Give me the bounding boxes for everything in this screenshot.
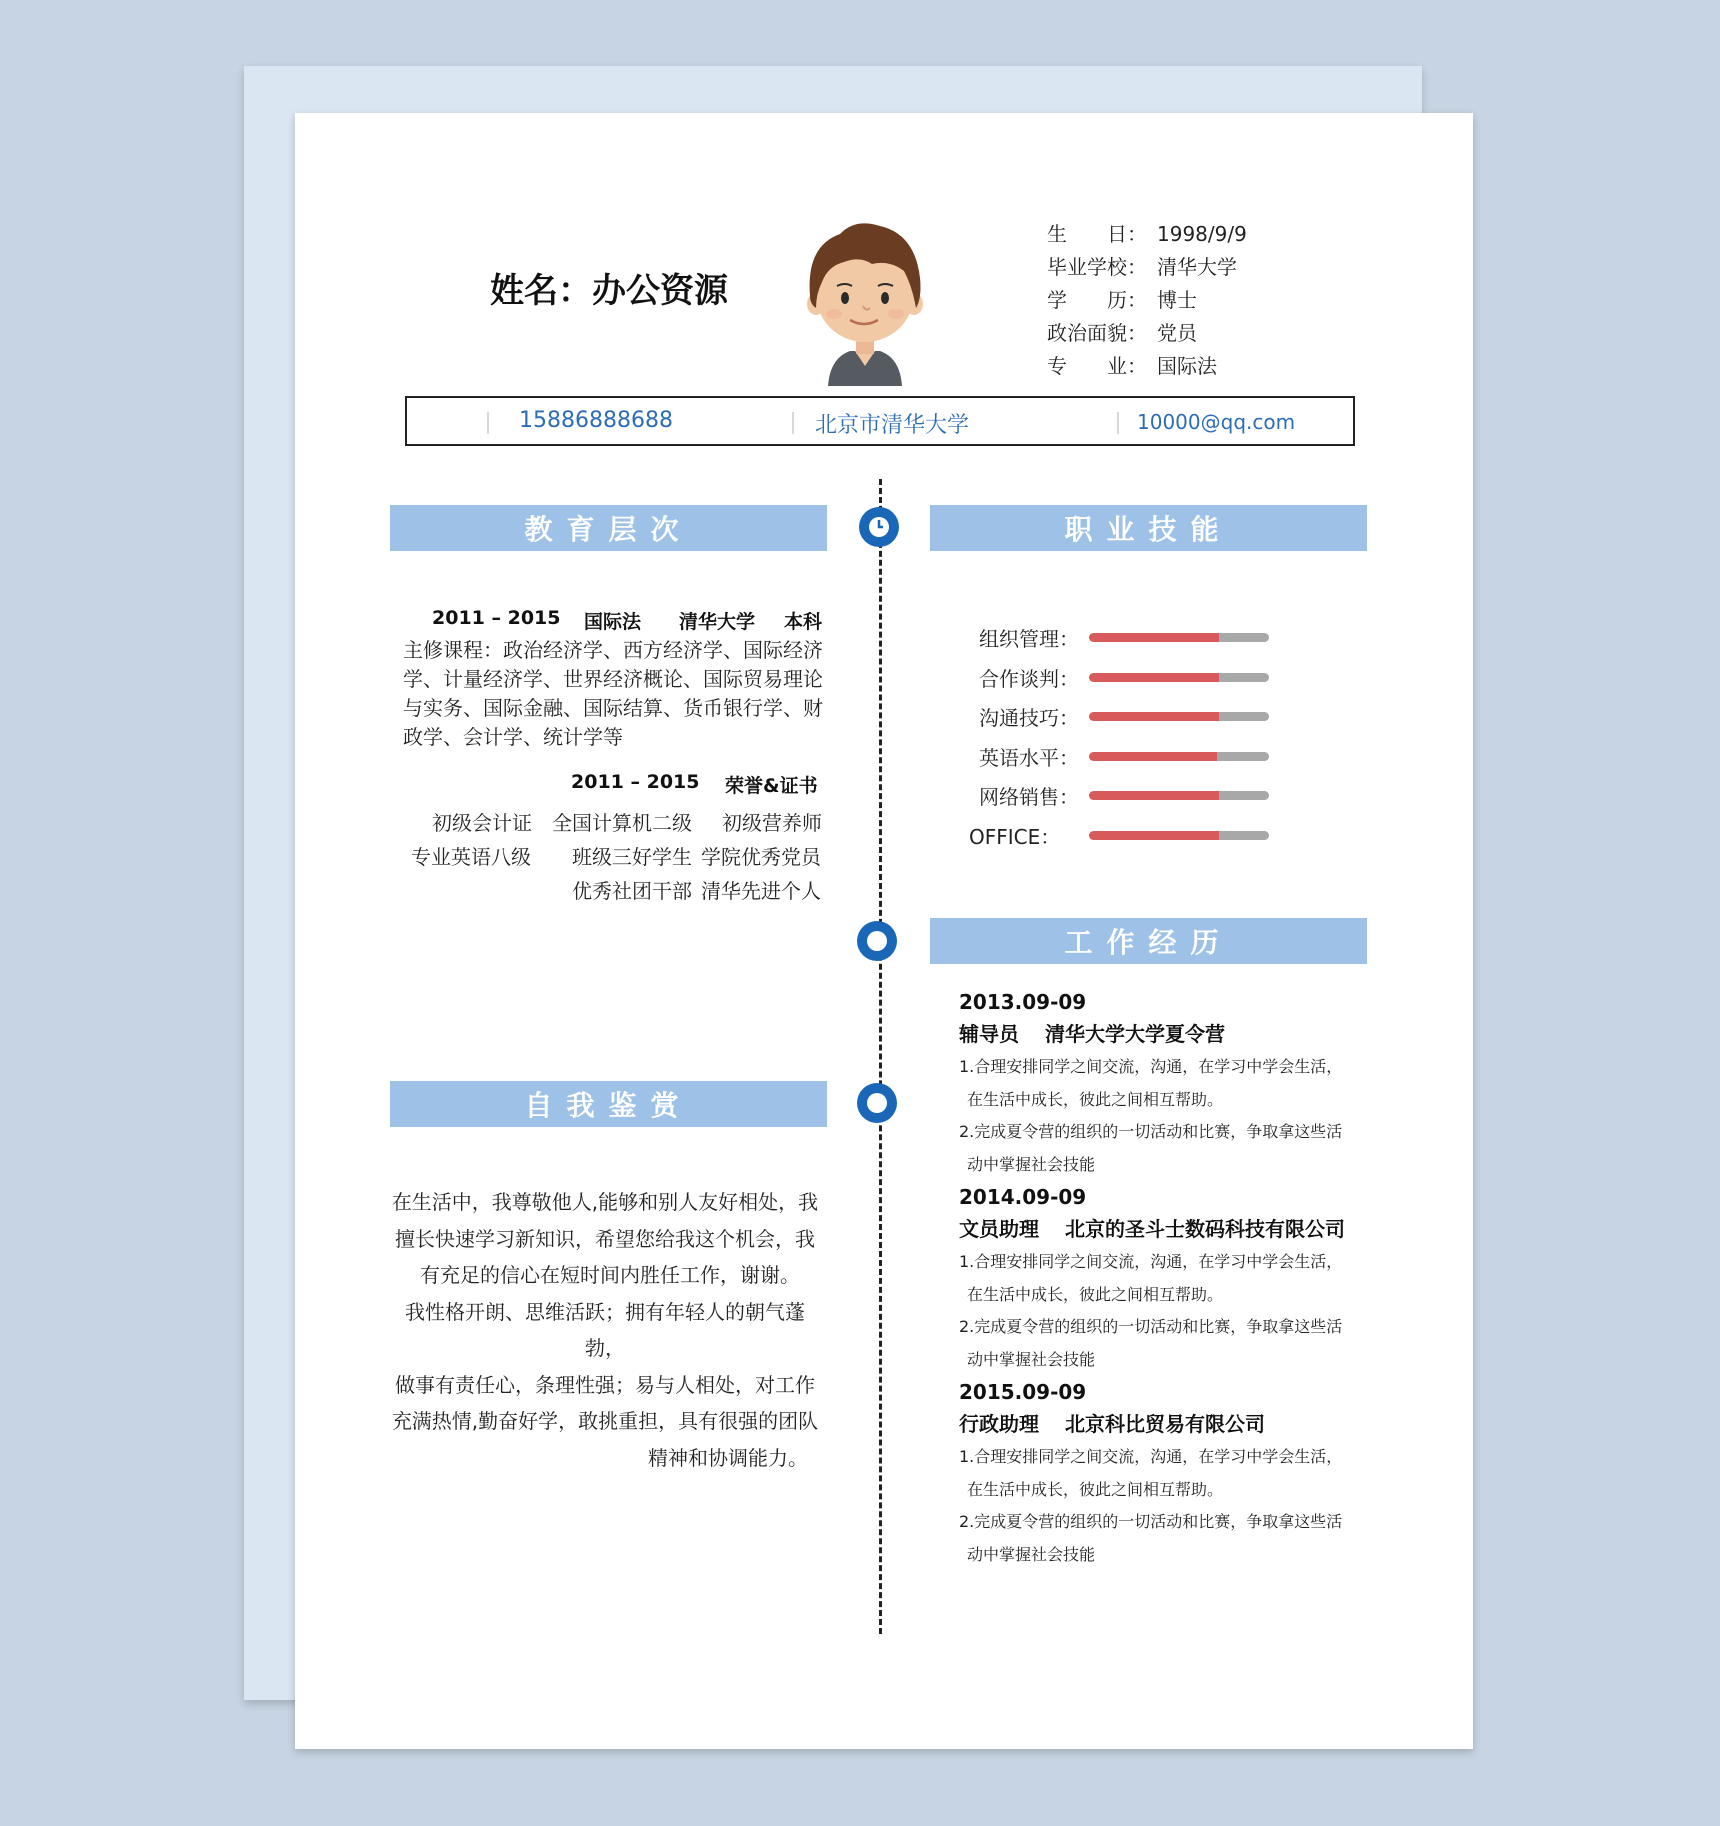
- job-desc-line: 动中掌握社会技能: [967, 1154, 1096, 1174]
- job-role: 行政助理: [959, 1412, 1039, 1436]
- info-value: 党员: [1157, 321, 1197, 345]
- education-school: 清华大学: [679, 611, 756, 633]
- skill-label: 组织管理：: [979, 627, 1079, 652]
- honors-period: 2011 – 2015: [571, 771, 700, 793]
- honor-item: 学院优秀党员: [701, 845, 821, 869]
- skill-bar: [1089, 831, 1269, 840]
- job-desc-line: 1.合理安排同学之间交流，沟通，在学习中学会生活，: [959, 1447, 1343, 1466]
- job-role: 文员助理: [959, 1217, 1039, 1241]
- skill-bar-fill: [1089, 673, 1219, 682]
- timeline-dot: [857, 1083, 897, 1123]
- clock-icon: [868, 516, 890, 538]
- skill-row: [969, 697, 1269, 737]
- info-label: 政治面貌：: [1047, 321, 1147, 345]
- honor-item: 优秀社团干部: [572, 879, 692, 903]
- honors-title: 荣誉&证书: [725, 775, 818, 797]
- skill-bar: [1089, 712, 1269, 721]
- education-courses: 主修课程：政治经济学、西方经济学、国际经济学、计量经济学、世界经济概论、国际贸易理论与实务、国际金融、国际结算、货币银行学、财政学、会计学、统计学等: [403, 638, 823, 749]
- skill-row: [969, 776, 1269, 816]
- skill-bar-fill: [1089, 752, 1217, 761]
- honor-item: 班级三好学生: [572, 845, 692, 869]
- job-title: [959, 1408, 1379, 1441]
- job-title: [959, 1213, 1379, 1246]
- job-title: [959, 1018, 1379, 1051]
- timeline-dot-clock: [859, 507, 899, 547]
- self-line: 有充足的信心在短时间内胜任工作，谢谢。: [420, 1263, 800, 1287]
- skill-bar: [1089, 752, 1269, 761]
- self-line: 在生活中，我尊敬他人,能够和别人友好相处，我: [391, 1190, 819, 1214]
- job-desc-line: 2.完成夏令营的组织的一切活动和比赛，争取拿这些活: [959, 1512, 1343, 1531]
- job-desc-line: 动中掌握社会技能: [967, 1544, 1096, 1564]
- location-icon: [792, 412, 794, 434]
- job-desc-line: 在生活中成长，彼此之间相互帮助。: [967, 1089, 1224, 1109]
- info-row: [1047, 350, 1247, 383]
- info-row: [1047, 317, 1247, 350]
- timeline-dot: [857, 921, 897, 961]
- honor-item: 清华先进个人: [701, 879, 821, 903]
- job-description: [959, 1051, 1379, 1181]
- skills-heading: 职业技能: [930, 505, 1367, 551]
- info-label: 专 业：: [1047, 354, 1147, 378]
- skill-bar: [1089, 673, 1269, 682]
- work-heading: 工作经历: [930, 918, 1367, 964]
- honor-item: 专业英语八级: [411, 845, 531, 869]
- job-company: 北京科比贸易有限公司: [1065, 1412, 1265, 1436]
- honor-item: 全国计算机二级: [552, 811, 692, 835]
- info-row: [1047, 284, 1247, 317]
- job-company: 清华大学大学夏令营: [1045, 1022, 1225, 1046]
- education-major: 国际法: [584, 611, 642, 633]
- job-desc-line: 1.合理安排同学之间交流，沟通，在学习中学会生活，: [959, 1057, 1343, 1076]
- work-list: [959, 986, 1379, 1571]
- skill-label: OFFICE：: [969, 824, 1061, 849]
- mail-icon: [1117, 412, 1119, 434]
- info-label: 毕业学校：: [1047, 255, 1147, 279]
- contact-email: 10000@qq.com: [1137, 410, 1296, 434]
- self-assessment: [390, 1184, 820, 1476]
- skill-bar-fill: [1089, 633, 1219, 642]
- job-desc-line: 1.合理安排同学之间交流，沟通，在学习中学会生活，: [959, 1252, 1343, 1271]
- info-label: 学 历：: [1047, 288, 1147, 312]
- self-heading: 自我鉴赏: [390, 1081, 827, 1127]
- skill-label: 英语水平：: [979, 745, 1079, 770]
- skill-label: 合作谈判：: [979, 666, 1079, 691]
- job-date: 2015.09-09: [959, 1380, 1087, 1404]
- job-company: 北京的圣斗士数码科技有限公司: [1065, 1217, 1345, 1241]
- avatar: [800, 216, 930, 386]
- honor-item: 初级营养师: [722, 811, 822, 835]
- info-value: 国际法: [1157, 354, 1217, 378]
- skill-row: [969, 816, 1269, 856]
- job-date: 2013.09-09: [959, 990, 1087, 1014]
- self-line: 我性格开朗、思维活跃；拥有年轻人的朝气蓬勃，: [405, 1299, 805, 1360]
- skill-label: 沟通技巧：: [979, 706, 1079, 731]
- skill-row: [969, 618, 1269, 658]
- job-desc-line: 2.完成夏令营的组织的一切活动和比赛，争取拿这些活: [959, 1317, 1343, 1336]
- job-desc-line: 动中掌握社会技能: [967, 1349, 1096, 1369]
- skill-bar: [1089, 633, 1269, 642]
- skill-label: 网络销售：: [979, 785, 1079, 810]
- info-row: [1047, 218, 1247, 251]
- skill-bar: [1089, 791, 1269, 800]
- skills-list: [969, 618, 1269, 855]
- contact-bar: [405, 396, 1355, 446]
- job-description: [959, 1441, 1379, 1571]
- job-date: 2014.09-09: [959, 1185, 1087, 1209]
- timeline-line: [879, 479, 882, 1634]
- resume-page: [295, 113, 1473, 1749]
- job-role: 辅导员: [959, 1022, 1019, 1046]
- candidate-name: 姓名：办公资源: [490, 271, 728, 311]
- education-heading: 教育层次: [390, 505, 827, 551]
- info-row: [1047, 251, 1247, 284]
- job-desc-line: 2.完成夏令营的组织的一切活动和比赛，争取拿这些活: [959, 1122, 1343, 1141]
- skill-bar-fill: [1089, 712, 1219, 721]
- info-value: 清华大学: [1157, 255, 1237, 279]
- education-period: 2011 – 2015: [432, 607, 561, 629]
- personal-info: [1047, 218, 1247, 383]
- skill-row: [969, 658, 1269, 698]
- honor-item: 初级会计证: [432, 811, 532, 835]
- skill-row: [969, 737, 1269, 777]
- self-line: 精神和协调能力。: [648, 1445, 808, 1470]
- skill-bar-fill: [1089, 791, 1219, 800]
- education-degree: 本科: [784, 611, 823, 633]
- skill-bar-fill: [1089, 831, 1219, 840]
- contact-address: 北京市清华大学: [815, 413, 970, 438]
- phone-icon: [487, 412, 489, 434]
- self-line: 做事有责任心，条理性强；易与人相处，对工作: [395, 1372, 815, 1397]
- job-desc-line: 在生活中成长，彼此之间相互帮助。: [967, 1479, 1224, 1499]
- info-value: 1998/9/9: [1157, 222, 1247, 246]
- self-line: 擅长快速学习新知识，希望您给我这个机会，我: [395, 1226, 815, 1251]
- contact-phone: 15886888688: [519, 408, 673, 433]
- self-line: 充满热情,勤奋好学，敢挑重担，具有很强的团队: [391, 1409, 819, 1433]
- info-value: 博士: [1157, 288, 1197, 312]
- info-label: 生 日：: [1047, 222, 1147, 246]
- job-description: [959, 1246, 1379, 1376]
- job-desc-line: 在生活中成长，彼此之间相互帮助。: [967, 1284, 1224, 1304]
